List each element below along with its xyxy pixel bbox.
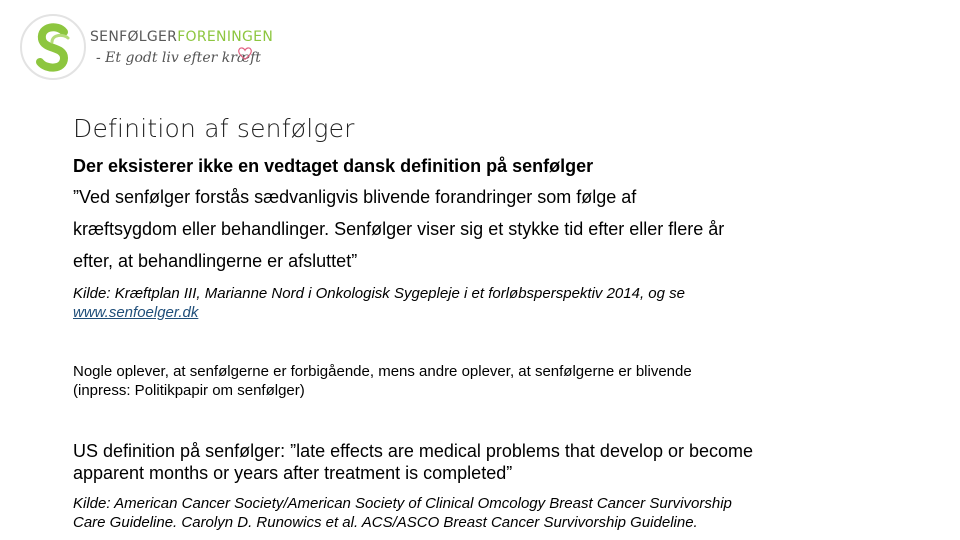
- senfoelger-link[interactable]: www.senfoelger.dk: [73, 304, 199, 321]
- usdef-line: US definition på senfølger: ”late effects are medical problems that develop or become: [73, 441, 754, 461]
- source-citation-2: [73, 494, 732, 532]
- quote-line: ”Ved senfølger forstås sædvanligvis blivende forandringer som følge af: [73, 187, 637, 207]
- us-definition: [73, 440, 753, 484]
- logo-tagline: - Et godt liv efter kræft: [96, 50, 261, 66]
- logo-name: [90, 29, 273, 45]
- subheading: Der eksisterer ikke en vedtaget dansk definition på senfølger: [73, 156, 594, 176]
- quote-line: kræftsygdom eller behandlinger. Senfølger viser sig et stykke tid efter eller flere år: [73, 219, 725, 239]
- logo-name-part2: FORENINGEN: [177, 29, 274, 45]
- danish-definition-quote: [73, 181, 724, 277]
- slide-title: Definition af senfølger: [73, 114, 355, 143]
- source2-line: Kilde: American Cancer Society/American Society of Clinical Omcology Breast Cancer Survivorship: [73, 495, 732, 512]
- note-line: Nogle oplever, at senfølgerne er forbigående, mens andre oplever, at senfølgerne er blivende: [73, 363, 692, 380]
- note-line: (inpress: Politikpapir om senfølger): [73, 382, 305, 399]
- usdef-line: apparent months or years after treatment is completed”: [73, 463, 513, 483]
- source2-line: Care Guideline. Carolyn D. Runowics et al. ACS/ASCO Breast Cancer Survivorship Guideline.: [73, 514, 698, 531]
- heart-icon: [236, 44, 254, 62]
- organization-logo: [18, 12, 274, 84]
- quote-line: efter, at behandlingerne er afsluttet”: [73, 251, 358, 271]
- logo-s-icon: [18, 12, 88, 82]
- source-citation-1: [73, 284, 685, 322]
- source1-text: Kilde: Kræftplan III, Marianne Nord i Onkologisk Sygepleje i et forløbsperspektiv 2014, og se: [73, 285, 685, 302]
- logo-name-part1: SENFØLGER: [90, 29, 178, 45]
- note-paragraph: [73, 362, 692, 400]
